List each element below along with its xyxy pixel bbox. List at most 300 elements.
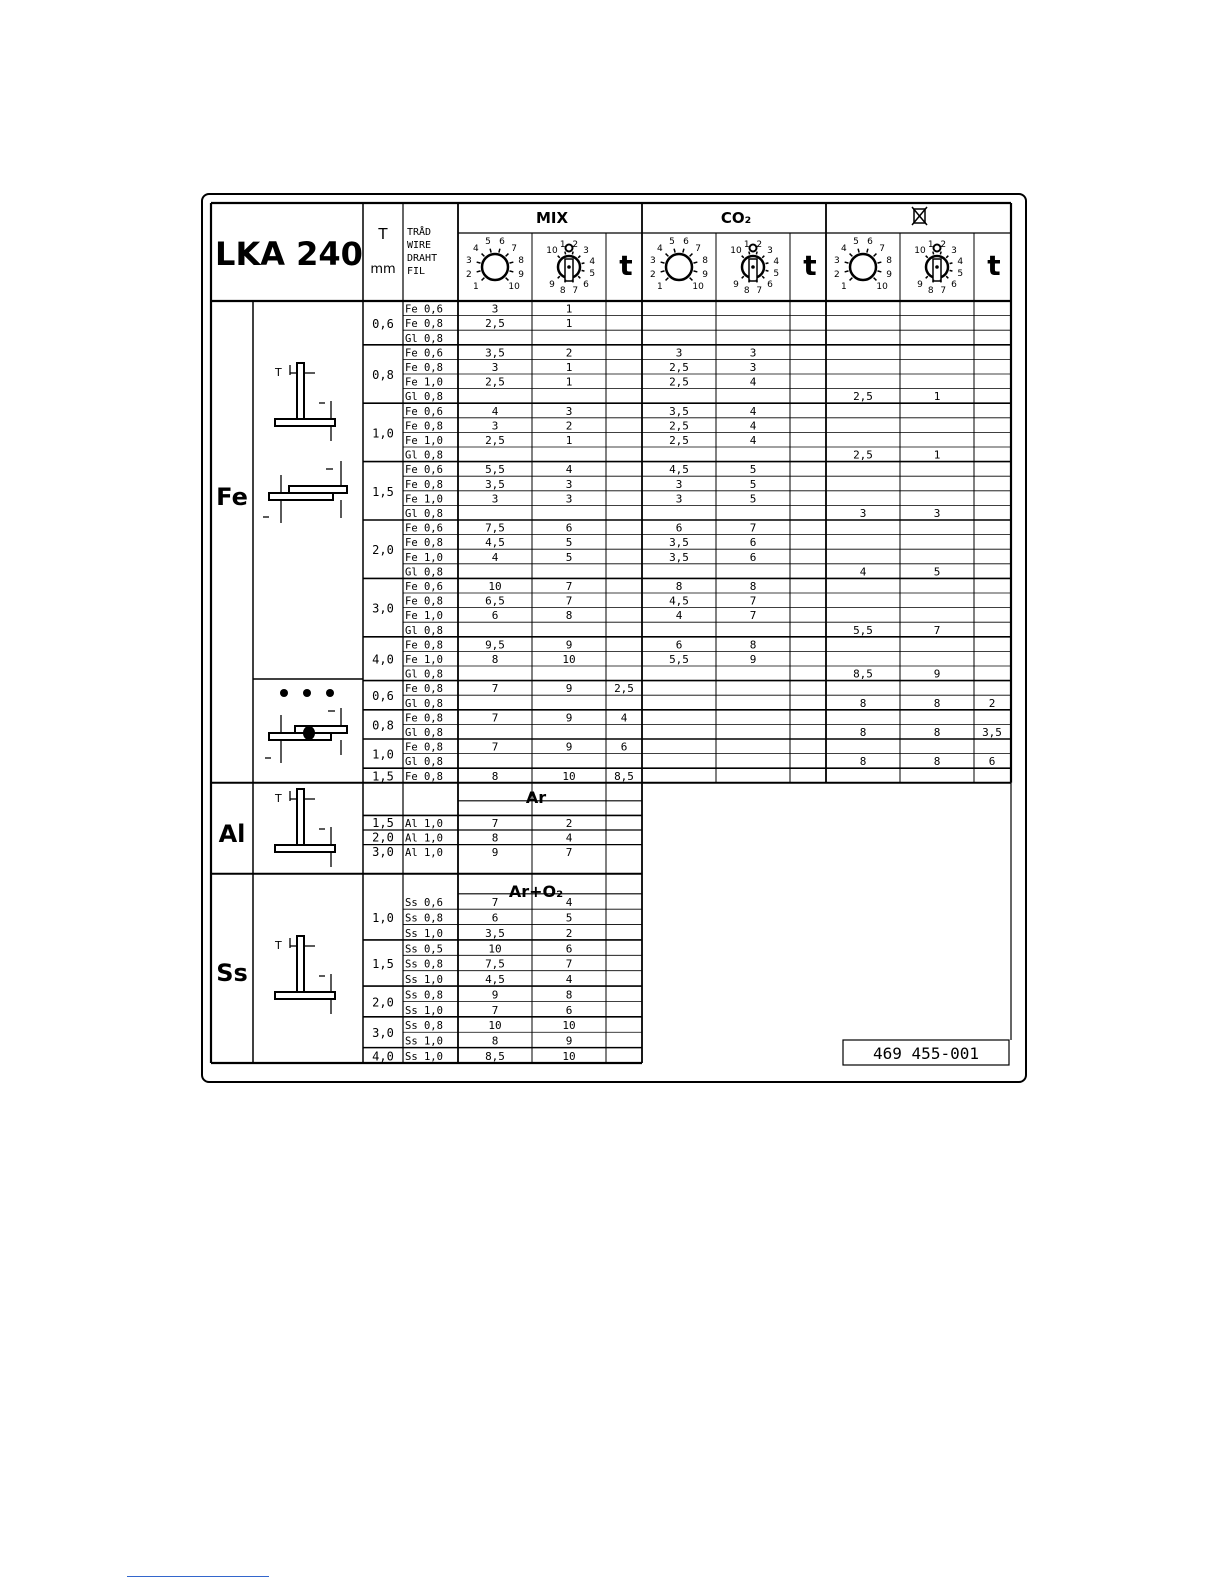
dial-knob: [850, 254, 876, 280]
value-cell: 1: [565, 375, 573, 389]
dial-tick: [940, 252, 941, 255]
value-cell: 7: [491, 740, 499, 754]
value-cell: 1: [565, 361, 573, 374]
wire-cell: Fe 0,6: [405, 522, 443, 535]
value-cell: 3,5: [669, 404, 689, 418]
value-cell: 2,5: [614, 682, 634, 696]
joint-plate: [269, 493, 333, 500]
value-cell: 7,5: [485, 957, 505, 971]
voltage-dial-icon: [650, 237, 708, 292]
value-cell: 9: [565, 682, 573, 696]
thickness-cell: 3,0: [372, 845, 394, 860]
dial-number: 8: [518, 256, 524, 267]
thickness-cell: 3,0: [372, 1026, 394, 1041]
dial-number: 6: [951, 279, 957, 290]
dial-number: 7: [940, 286, 947, 297]
value-cell: 2: [565, 817, 573, 830]
value-cell: 8: [491, 831, 499, 845]
joint-plate: [275, 845, 335, 852]
value-cell: 4: [565, 896, 573, 910]
wire-cell: Al 1,0: [405, 847, 443, 860]
thickness-cell: 2,0: [372, 543, 394, 558]
dial-center: [751, 265, 755, 269]
dial-number: 9: [886, 269, 892, 280]
value-cell: 6,5: [485, 594, 505, 608]
dial-tick: [578, 256, 580, 258]
wire-label-en: WIRE: [407, 240, 432, 251]
dial-number: 2: [466, 269, 472, 280]
dial-tick: [506, 278, 509, 281]
dial-tick: [666, 254, 669, 257]
value-cell: 7,5: [485, 521, 505, 535]
gas-free-icon: [912, 207, 927, 225]
gas-co2-label: CO₂: [720, 209, 752, 227]
gas-ar-label: Ar: [525, 788, 547, 807]
dial-number: 10: [508, 282, 520, 293]
wire-cell: Ss 0,5: [405, 943, 443, 956]
dial-number: 9: [702, 269, 708, 280]
dial-number: 6: [683, 236, 689, 247]
dial-tick: [926, 276, 928, 278]
dial-number: 5: [957, 269, 964, 280]
value-cell: 10: [488, 942, 502, 956]
dial-tick: [690, 278, 693, 281]
part-number-box: [843, 1040, 1009, 1065]
wire-cell: Ss 1,0: [405, 927, 443, 940]
value-cell: 2: [988, 696, 996, 710]
dial-pointer: [749, 259, 757, 281]
wire-cell: Fe 0,8: [405, 712, 443, 725]
wire-cell: Fe 0,8: [405, 770, 443, 783]
wire-speed-dial-icon: [914, 240, 963, 296]
wire-cell: Fe 0,6: [405, 464, 443, 477]
dial-tick: [558, 256, 560, 258]
dial-tick: [582, 263, 585, 264]
value-cell: 10: [562, 1050, 576, 1063]
value-cell: 6: [620, 740, 628, 754]
dial-tick: [509, 271, 513, 272]
thickness-cell: 0,6: [372, 316, 394, 331]
value-cell: 7: [749, 521, 757, 535]
dial-number: 2: [650, 269, 656, 280]
dial-number: 1: [743, 239, 750, 250]
wire-cell: Al 1,0: [405, 818, 443, 830]
value-cell: 4: [859, 565, 867, 579]
model-title: LKA 240: [215, 235, 363, 273]
dial-number: 1: [559, 239, 566, 250]
footer-rule: [127, 1576, 269, 1577]
wire-cell: Fe 1,0: [405, 610, 443, 623]
dial-number: 5: [589, 269, 596, 280]
value-cell: 7: [749, 609, 757, 623]
thickness-cell: 1,5: [372, 957, 394, 972]
value-cell: 3,5: [669, 550, 689, 564]
dial-center: [935, 265, 939, 269]
value-cell: 9: [491, 846, 499, 860]
diagram-al-T-label: T: [275, 792, 282, 805]
voltage-dial-icon: [466, 237, 524, 292]
value-cell: 8: [859, 755, 867, 769]
weld-spot: [280, 689, 288, 697]
dial-knob: [666, 254, 692, 280]
fillet-joint-icon: [275, 789, 335, 867]
dial-tick: [499, 249, 500, 253]
dial-number: 8: [743, 286, 750, 297]
dial-tick: [762, 276, 764, 278]
wire-cell: Gl 0,8: [405, 727, 443, 739]
value-cell: 9: [565, 740, 573, 754]
dial-tick: [683, 249, 684, 253]
value-cell: 2,5: [669, 419, 689, 433]
wire-cell: Gl 0,8: [405, 508, 443, 520]
dial-number: 10: [546, 246, 558, 257]
value-cell: 2,5: [669, 361, 689, 374]
time-label-gasfree: t: [987, 249, 1001, 282]
wire-cell: Ss 1,0: [405, 974, 443, 987]
value-cell: 3,5: [485, 926, 505, 940]
joint-plate: [275, 992, 335, 999]
value-cell: 8: [675, 580, 683, 593]
dial-tick: [874, 278, 877, 281]
wire-cell: Fe 0,8: [405, 420, 443, 433]
dial-number: 7: [511, 243, 517, 254]
dial-number: 9: [917, 279, 923, 290]
dial-tick: [565, 252, 566, 255]
value-cell: 10: [562, 769, 576, 783]
dial-number: 5: [669, 236, 675, 247]
dial-tick: [946, 276, 948, 278]
dial-tick: [762, 256, 764, 258]
wire-cell: Gl 0,8: [405, 668, 443, 681]
joint-plate: [269, 733, 331, 740]
wire-cell: Fe 1,0: [405, 493, 443, 506]
dial-tick: [477, 271, 481, 272]
value-cell: 4: [565, 463, 573, 477]
value-cell: 3: [933, 507, 941, 520]
dial-tick: [490, 249, 491, 253]
wire-cell: Ss 0,8: [405, 912, 443, 925]
wire-label-fr: FIL: [407, 266, 426, 277]
value-cell: 8,5: [485, 1050, 505, 1063]
dial-tick: [933, 280, 934, 283]
wire-cell: Fe 1,0: [405, 435, 443, 447]
table-cells: [372, 303, 1002, 1064]
dial-tick: [756, 252, 757, 255]
dial-tick: [850, 278, 853, 281]
value-cell: 8: [491, 769, 499, 783]
value-cell: 5,5: [669, 653, 689, 666]
value-cell: 6: [565, 521, 573, 535]
value-cell: 1: [933, 390, 941, 404]
value-cell: 6: [491, 609, 499, 623]
joint-plate: [295, 726, 347, 733]
wire-speed-dial-icon: [730, 240, 779, 296]
spot-weld-joint-icon: [265, 689, 347, 763]
dial-number: 3: [466, 256, 472, 267]
dial-number: 5: [773, 269, 780, 280]
value-cell: 3: [675, 492, 683, 506]
value-cell: 5,5: [485, 463, 505, 477]
dial-number: 2: [834, 269, 840, 280]
value-cell: 3: [565, 477, 573, 491]
part-number: 469 455-001: [873, 1044, 979, 1063]
value-cell: 7: [491, 896, 499, 910]
dials: [466, 237, 963, 296]
wire-cell: Fe 0,6: [405, 303, 443, 316]
dial-number: 5: [853, 236, 859, 247]
value-cell: 4: [749, 419, 757, 433]
value-cell: 6: [749, 536, 757, 550]
wire-cell: Fe 0,8: [405, 537, 443, 550]
value-cell: 3: [749, 346, 757, 360]
wire-cell: Fe 0,8: [405, 639, 443, 652]
dial-pointer: [933, 259, 941, 281]
value-cell: 9: [933, 667, 941, 681]
value-cell: 3: [491, 302, 499, 316]
wire-cell: Gl 0,8: [405, 449, 443, 462]
value-cell: 4,5: [669, 463, 689, 477]
dial-number: 4: [657, 243, 663, 254]
dial-tick: [509, 262, 513, 263]
value-cell: 8: [933, 696, 941, 710]
wire-cell: Ss 0,6: [405, 897, 443, 910]
value-cell: 9: [491, 988, 499, 1002]
dial-number: 7: [756, 286, 763, 297]
wire-cell: Fe 0,8: [405, 595, 443, 608]
value-cell: 7: [749, 594, 757, 608]
fillet-joint-icon: [275, 363, 335, 441]
value-cell: 3: [675, 346, 683, 360]
wire-cell: Ss 0,8: [405, 989, 443, 1002]
value-cell: 6: [988, 755, 996, 769]
dial-tick: [565, 280, 566, 283]
dial-tick: [661, 262, 665, 263]
value-cell: 3: [749, 361, 757, 374]
dial-tick: [690, 254, 693, 257]
value-cell: 8: [859, 696, 867, 710]
time-label-mix: t: [619, 249, 633, 282]
value-cell: 9: [749, 653, 757, 666]
value-cell: 4,5: [669, 594, 689, 608]
dial-number: 4: [589, 256, 596, 267]
value-cell: 3: [491, 361, 499, 374]
dial-number: 6: [767, 279, 773, 290]
value-cell: 4,5: [485, 536, 505, 550]
dial-number: 8: [886, 256, 892, 267]
thickness-cell: 0,6: [372, 689, 394, 704]
dial-tick: [506, 254, 509, 257]
value-cell: 10: [488, 1019, 502, 1033]
dial-tick: [742, 256, 744, 258]
value-cell: 1: [933, 448, 941, 462]
dial-number: 2: [572, 239, 579, 250]
value-cell: 7: [565, 594, 573, 608]
dial-number: 6: [867, 236, 873, 247]
wire-cell: Fe 1,0: [405, 551, 443, 564]
value-cell: 2: [565, 926, 573, 940]
gas-mix-label: MIX: [535, 209, 569, 227]
dial-number: 8: [559, 286, 566, 297]
value-cell: 2: [565, 419, 573, 433]
value-cell: 1: [565, 434, 573, 447]
dial-number: 7: [879, 243, 885, 254]
dial-tick: [742, 276, 744, 278]
value-cell: 10: [562, 653, 576, 666]
thickness-cell: 1,0: [372, 747, 394, 762]
group-fe-label: Fe: [216, 483, 248, 511]
group-ss-label: Ss: [216, 959, 248, 987]
value-cell: 7: [491, 682, 499, 696]
value-cell: 8: [749, 638, 757, 652]
value-cell: 5: [749, 492, 757, 506]
weld-spot: [326, 689, 334, 697]
value-cell: 4: [565, 973, 573, 987]
thickness-cell: 1,0: [372, 426, 394, 441]
wire-cell: Fe 0,8: [405, 683, 443, 696]
dial-number: 7: [572, 286, 579, 297]
dial-number: 9: [733, 279, 739, 290]
value-cell: 3: [491, 492, 499, 506]
value-cell: 6: [675, 521, 683, 535]
dial-tick: [674, 249, 675, 253]
dial-number: 3: [834, 256, 840, 267]
value-cell: 4: [491, 550, 499, 564]
wire-cell: Fe 0,6: [405, 347, 443, 360]
value-cell: 4,5: [485, 973, 505, 987]
wire-cell: Gl 0,8: [405, 391, 443, 404]
value-cell: 9,5: [485, 638, 505, 652]
thickness-cell: 0,8: [372, 368, 394, 382]
wire-cell: Fe 0,6: [405, 405, 443, 418]
thickness-cell: 3,0: [372, 601, 394, 616]
wire-cell: Fe 0,8: [405, 741, 443, 754]
value-cell: 2,5: [485, 375, 505, 389]
value-cell: 8,5: [614, 769, 634, 783]
value-cell: 4: [749, 404, 757, 418]
value-cell: 2: [565, 346, 573, 360]
value-cell: 5: [933, 565, 941, 579]
dial-number: 2: [756, 239, 763, 250]
wire-cell: Gl 0,8: [405, 624, 443, 637]
dial-number: 4: [957, 256, 964, 267]
weld-nugget: [303, 726, 315, 740]
settings-card: [201, 193, 1027, 1083]
dial-number: 4: [473, 243, 479, 254]
dial-number: 1: [473, 282, 479, 293]
value-cell: 4: [565, 831, 573, 845]
dial-number: 8: [927, 286, 934, 297]
diagram-fillet-T-label: T: [275, 366, 282, 379]
value-cell: 8: [491, 1034, 499, 1048]
fillet-joint-icon: [275, 936, 335, 1014]
dial-number: 2: [940, 239, 947, 250]
dial-number: 4: [841, 243, 847, 254]
wire-cell: Ss 0,8: [405, 1020, 443, 1033]
value-cell: 8: [565, 609, 573, 623]
thickness-cell: 1,5: [372, 816, 394, 830]
dial-tick: [572, 252, 573, 255]
wire-cell: Ss 1,0: [405, 1035, 443, 1048]
dial-tick: [558, 276, 560, 278]
value-cell: 7: [565, 580, 573, 593]
dial-tick: [477, 262, 481, 263]
value-cell: 3,5: [669, 536, 689, 550]
dial-tick: [877, 271, 881, 272]
value-cell: 8: [491, 653, 499, 666]
joint-plate: [297, 789, 304, 845]
value-cell: 6: [675, 638, 683, 652]
dial-tick: [926, 256, 928, 258]
value-cell: 5: [565, 550, 573, 564]
value-cell: 2,5: [485, 317, 505, 331]
value-cell: 2,5: [669, 375, 689, 389]
value-cell: 6: [565, 1003, 573, 1017]
dial-number: 6: [499, 236, 505, 247]
value-cell: 2,5: [853, 448, 873, 462]
value-cell: 4: [620, 711, 628, 725]
value-cell: 2,5: [853, 390, 873, 404]
value-cell: 5: [749, 463, 757, 477]
value-cell: 7: [933, 623, 941, 637]
dial-tick: [482, 254, 485, 257]
value-cell: 5: [749, 477, 757, 491]
value-cell: 3: [675, 477, 683, 491]
value-cell: 3: [565, 492, 573, 506]
dial-number: 4: [773, 256, 780, 267]
dial-tick: [756, 280, 757, 283]
gas-ar-o2-label: Ar+O₂: [508, 882, 564, 901]
thickness-cell: 2,0: [372, 995, 394, 1010]
wire-cell: Fe 0,6: [405, 581, 443, 593]
dial-tick: [940, 280, 941, 283]
dial-tick: [858, 249, 859, 253]
thickness-label: T: [378, 225, 388, 243]
value-cell: 3,5: [485, 477, 505, 491]
dial-number: 1: [841, 282, 847, 293]
value-cell: 9: [565, 638, 573, 652]
wire-cell: Ss 0,8: [405, 958, 443, 971]
joint-plate: [297, 936, 304, 992]
dial-tick: [845, 271, 849, 272]
wire-cell: Gl 0,8: [405, 697, 443, 710]
dial-tick: [482, 278, 485, 281]
dial-pointer: [565, 259, 573, 281]
joint-plate: [297, 363, 304, 419]
dial-tick: [874, 254, 877, 257]
dial-number: 3: [583, 246, 589, 257]
dial-tick: [666, 278, 669, 281]
wire-cell: Fe 1,0: [405, 376, 443, 389]
dial-number: 3: [767, 246, 773, 257]
diagram-ss-T-label: T: [275, 939, 282, 952]
value-cell: 8: [933, 726, 941, 739]
value-cell: 10: [562, 1019, 576, 1033]
dial-tick: [946, 256, 948, 258]
dial-number: 3: [650, 256, 656, 267]
dial-tick: [578, 276, 580, 278]
value-cell: 3: [565, 404, 573, 418]
dial-tick: [867, 249, 868, 253]
value-cell: 10: [488, 580, 502, 593]
dial-number: 5: [485, 236, 491, 247]
dial-number: 8: [702, 256, 708, 267]
value-cell: 5: [565, 911, 573, 925]
wire-label-de: DRAHT: [407, 253, 438, 264]
dial-tick: [877, 262, 881, 263]
dial-number: 7: [695, 243, 701, 254]
thickness-cell: 4,0: [372, 1049, 394, 1064]
value-cell: 7: [491, 1003, 499, 1017]
